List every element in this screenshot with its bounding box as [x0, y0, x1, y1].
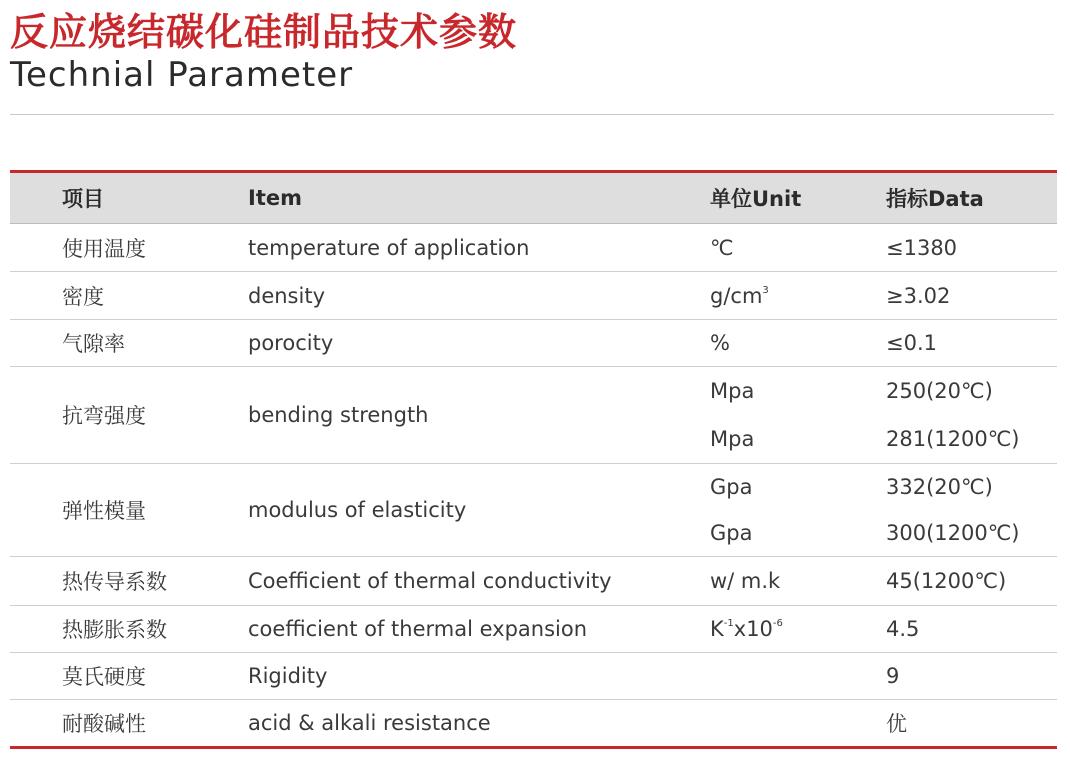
row-unit	[710, 606, 886, 653]
row-item: bending strength	[248, 367, 710, 464]
row-unit: w/ m.k	[710, 557, 886, 606]
row-data: 250(20℃)	[886, 379, 993, 403]
row-unit	[710, 700, 886, 748]
unit-k: K	[710, 617, 724, 641]
row-cn: 热传导系数	[10, 557, 248, 606]
row-unit: Mpa	[710, 379, 755, 403]
row-unit: Gpa	[710, 510, 886, 557]
row-unit	[710, 653, 886, 700]
table-row	[10, 606, 1057, 653]
row-data: 优	[886, 712, 907, 736]
row-cn: 密度	[10, 272, 248, 320]
title-divider	[10, 114, 1054, 115]
row-data: ≤0.1	[886, 320, 1057, 367]
row-data: 300(1200℃)	[886, 510, 1057, 557]
page-title-english: Technial Parameter	[10, 55, 354, 95]
table-row	[10, 272, 1057, 320]
row-unit	[710, 272, 886, 320]
row-data: ≤1380	[886, 224, 1057, 272]
row-item: temperature of application	[248, 224, 710, 272]
row-item: density	[248, 272, 710, 320]
row-cn: 莫氏硬度	[10, 653, 248, 700]
row-cn: 使用温度	[10, 224, 248, 272]
parameters-table	[10, 170, 1057, 749]
table-header-row	[10, 172, 1057, 224]
row-data: 45(1200℃)	[886, 557, 1057, 606]
unit-x-superscript: -6	[772, 618, 783, 629]
header-data: 指标Data	[886, 172, 1057, 224]
row-item: modulus of elasticity	[248, 464, 710, 557]
row-unit: %	[710, 320, 886, 367]
unit-base: g/cm	[710, 283, 763, 308]
header-cn: 项目	[10, 172, 248, 224]
table-row	[10, 700, 1057, 748]
table-row	[10, 557, 1057, 606]
row-data: 281(1200℃)	[886, 415, 1057, 464]
row-cn: 弹性模量	[10, 464, 248, 557]
row-cn: 气隙率	[10, 320, 248, 367]
header-item: Item	[248, 172, 710, 224]
header-unit: 单位Unit	[710, 172, 886, 224]
row-cn: 抗弯强度	[10, 367, 248, 464]
row-unit: ℃	[710, 224, 886, 272]
unit-k-superscript: -1	[723, 618, 734, 629]
row-unit: Mpa	[710, 415, 886, 464]
page-title-chinese: 反应烧结碳化硅制品技术参数	[10, 10, 518, 54]
row-item: Coefficient of thermal conductivity	[248, 557, 710, 606]
unit-x: x10	[733, 617, 773, 641]
row-data: 332(20℃)	[886, 475, 993, 499]
row-item: coefficient of thermal expansion	[248, 606, 710, 653]
unit-superscript: 3	[762, 284, 769, 296]
table-row	[10, 464, 1057, 511]
row-item: Rigidity	[248, 653, 710, 700]
row-item: acid & alkali resistance	[248, 711, 491, 735]
table-row	[10, 224, 1057, 272]
row-data: ≥3.02	[886, 272, 1057, 320]
table-row	[10, 367, 1057, 416]
row-data: 4.5	[886, 606, 1057, 653]
row-cn: 耐酸碱性	[62, 712, 146, 736]
row-unit: Gpa	[710, 475, 753, 499]
row-data: 9	[886, 653, 1057, 700]
row-cn: 热膨胀系数	[10, 606, 248, 653]
table-row	[10, 653, 1057, 700]
row-item: porocity	[248, 320, 710, 367]
table-row	[10, 320, 1057, 367]
